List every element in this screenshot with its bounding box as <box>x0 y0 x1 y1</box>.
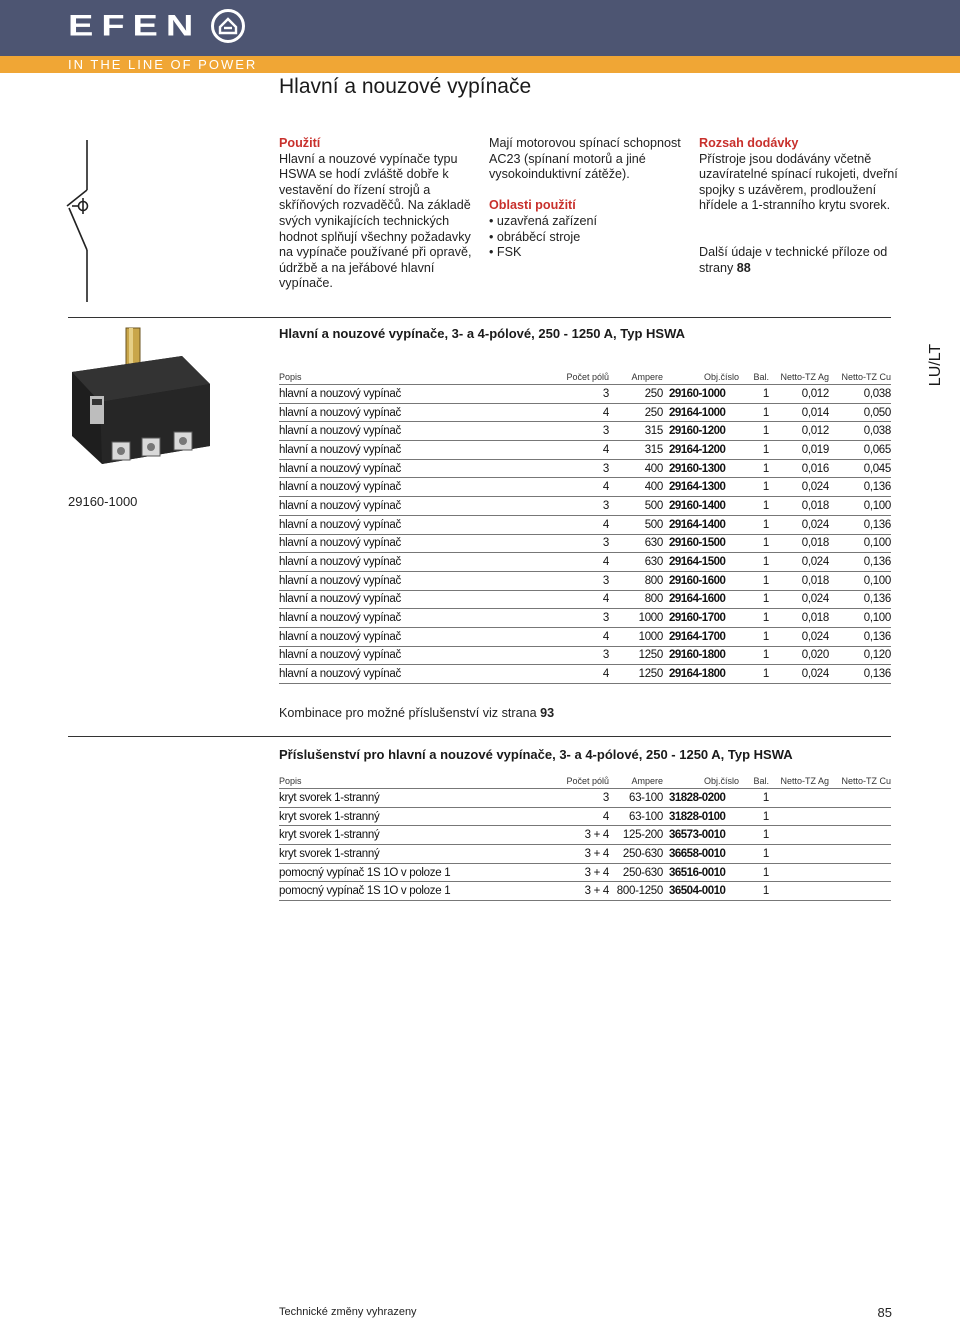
table-cell: 0,018 <box>769 571 829 590</box>
column-header: Netto-TZ Cu <box>829 368 891 385</box>
page-number: 85 <box>877 1305 892 1320</box>
table-cell: 4 <box>499 403 609 422</box>
table-row <box>279 459 891 478</box>
table-cell: 4 <box>499 515 609 534</box>
order-number-cell: 31828-0100 <box>663 807 739 826</box>
table-cell: 1250 <box>609 646 663 665</box>
section-title-accessories: Příslušenství pro hlavní a nouzové vypínače, 3- a 4-pólové, 250 - 1250 A, Typ HSWA <box>279 747 793 762</box>
table-cell: 63-100 <box>609 807 663 826</box>
table-cell <box>829 807 891 826</box>
table-cell: hlavní a nouzový vypínač <box>279 534 499 553</box>
order-number-cell: 36658-0010 <box>663 845 739 864</box>
table-cell: hlavní a nouzový vypínač <box>279 497 499 516</box>
table-cell: kryt svorek 1-stranný <box>279 807 499 826</box>
table-row <box>279 478 891 497</box>
switch-symbol-icon <box>62 140 102 302</box>
section-divider <box>68 317 891 318</box>
order-number-cell: 29160-1400 <box>663 497 739 516</box>
table-cell: 1 <box>739 807 769 826</box>
table-cell <box>829 789 891 808</box>
table-cell: hlavní a nouzový vypínač <box>279 441 499 460</box>
table-cell: 400 <box>609 459 663 478</box>
table-cell: 1 <box>739 403 769 422</box>
technical-reference-text <box>699 245 899 276</box>
table-cell: 3 + 4 <box>499 826 609 845</box>
table-cell <box>769 863 829 882</box>
table-cell: 500 <box>609 515 663 534</box>
logo-text: EFEN <box>68 9 202 42</box>
table-cell: 400 <box>609 478 663 497</box>
table-cell <box>769 826 829 845</box>
table-cell: 1 <box>739 422 769 441</box>
column-header: Obj.číslo <box>663 368 739 385</box>
table-cell: hlavní a nouzový vypínač <box>279 609 499 628</box>
order-number-cell: 29160-1200 <box>663 422 739 441</box>
table-cell: 3 + 4 <box>499 863 609 882</box>
table-cell: 0,018 <box>769 497 829 516</box>
table-cell: 0,065 <box>829 441 891 460</box>
table-cell: 0,038 <box>829 385 891 404</box>
table-cell: hlavní a nouzový vypínač <box>279 553 499 572</box>
table-cell: 4 <box>499 478 609 497</box>
table-cell <box>829 863 891 882</box>
table-cell: 1 <box>739 845 769 864</box>
table-cell: 4 <box>499 665 609 684</box>
table-cell: 0,014 <box>769 403 829 422</box>
table-cell: 0,024 <box>769 478 829 497</box>
table-cell: 1 <box>739 863 769 882</box>
side-tag <box>925 342 949 390</box>
table-row <box>279 826 891 845</box>
table-cell: 1 <box>739 590 769 609</box>
table-cell: 315 <box>609 422 663 441</box>
table-header-row <box>279 368 891 385</box>
table-header-row <box>279 772 891 789</box>
efen-logo[interactable] <box>68 4 245 48</box>
list-item: • FSK <box>489 245 685 261</box>
order-number-cell: 36573-0010 <box>663 826 739 845</box>
table-row <box>279 882 891 901</box>
table-cell: 500 <box>609 497 663 516</box>
intro-column-application <box>489 136 685 261</box>
motor-capability-text: Mají motorovou spínací schopnost AC23 (spínaní motorů a jiné vysokoinduktivní zátěže). <box>489 136 681 182</box>
table-cell: 0,045 <box>829 459 891 478</box>
table-cell: 800 <box>609 571 663 590</box>
table-row <box>279 497 891 516</box>
product-table <box>279 368 891 684</box>
table-cell: 0,024 <box>769 553 829 572</box>
table-cell <box>769 807 829 826</box>
table-cell: 0,012 <box>769 422 829 441</box>
table-cell: 0,136 <box>829 553 891 572</box>
intro-column-delivery <box>699 136 899 276</box>
section-divider <box>68 736 891 737</box>
table-row <box>279 609 891 628</box>
table-cell: 250 <box>609 403 663 422</box>
table-cell: 3 + 4 <box>499 845 609 864</box>
product-photo-caption: 29160-1000 <box>68 494 138 509</box>
order-number-cell: 29164-1600 <box>663 590 739 609</box>
table-row <box>279 807 891 826</box>
table-cell: 1 <box>739 534 769 553</box>
table-cell: 0,120 <box>829 646 891 665</box>
table-cell: 0,018 <box>769 609 829 628</box>
table-cell: 0,016 <box>769 459 829 478</box>
accessory-table <box>279 772 891 901</box>
table-cell: hlavní a nouzový vypínač <box>279 665 499 684</box>
table-row <box>279 571 891 590</box>
table-cell: 3 <box>499 609 609 628</box>
table-cell: 250 <box>609 385 663 404</box>
order-number-cell: 29160-1300 <box>663 459 739 478</box>
table-cell: 800 <box>609 590 663 609</box>
intro-column-usage <box>279 136 475 292</box>
table-cell: 0,050 <box>829 403 891 422</box>
table-cell: 4 <box>499 441 609 460</box>
order-number-cell: 29164-1200 <box>663 441 739 460</box>
column-header: Netto-TZ Ag <box>769 368 829 385</box>
table-cell: 800-1250 <box>609 882 663 901</box>
table-cell: 0,024 <box>769 665 829 684</box>
order-number-cell: 29164-1700 <box>663 627 739 646</box>
table-cell: 0,100 <box>829 571 891 590</box>
usage-text: Hlavní a nouzové vypínače typu HSWA se hodí zvláště dobře k vestavění do řízení strojů a skříňových rozvaděčů. Na základě svých vynikajících technických hodnot splňují všechny požadavky na vypínače používané při opravě, údržbě a na jeřábové hlavní vypínače. <box>279 151 472 291</box>
table-row <box>279 422 891 441</box>
order-number-cell: 36504-0010 <box>663 882 739 901</box>
table-row <box>279 627 891 646</box>
order-number-cell: 31828-0200 <box>663 789 739 808</box>
table-cell: 1 <box>739 497 769 516</box>
table-cell: hlavní a nouzový vypínač <box>279 515 499 534</box>
table-cell: 0,020 <box>769 646 829 665</box>
table-row <box>279 845 891 864</box>
list-item: • obráběcí stroje <box>489 230 685 246</box>
table-row <box>279 385 891 404</box>
column-header: Počet pólů <box>499 368 609 385</box>
table-cell: hlavní a nouzový vypínač <box>279 571 499 590</box>
table-cell: 1 <box>739 553 769 572</box>
table-cell: 0,019 <box>769 441 829 460</box>
table-cell: 1 <box>739 515 769 534</box>
table-cell: 0,024 <box>769 515 829 534</box>
order-number-cell: 29164-1500 <box>663 553 739 572</box>
table-cell: 4 <box>499 590 609 609</box>
order-number-cell: 29160-1800 <box>663 646 739 665</box>
table-cell: 63-100 <box>609 789 663 808</box>
table-cell: hlavní a nouzový vypínač <box>279 478 499 497</box>
table-cell <box>829 826 891 845</box>
order-number-cell: 29164-1300 <box>663 478 739 497</box>
table-cell: 0,018 <box>769 534 829 553</box>
accessory-note <box>279 706 554 720</box>
table-cell: 3 <box>499 422 609 441</box>
table-cell: 1 <box>739 627 769 646</box>
tagline-band <box>0 56 960 73</box>
table-cell: 0,100 <box>829 497 891 516</box>
tagline: IN THE LINE OF POWER <box>68 57 258 72</box>
column-header: Popis <box>279 368 499 385</box>
table-cell: 1 <box>739 665 769 684</box>
technical-reference-page[interactable]: 88 <box>736 260 751 275</box>
table-cell: kryt svorek 1-stranný <box>279 826 499 845</box>
table-cell: 630 <box>609 534 663 553</box>
table-cell: 0,136 <box>829 590 891 609</box>
table-cell: pomocný vypínač 1S 1O v poloze 1 <box>279 882 499 901</box>
table-cell: pomocný vypínač 1S 1O v poloze 1 <box>279 863 499 882</box>
table-cell: 0,100 <box>829 534 891 553</box>
table-cell: 1 <box>739 646 769 665</box>
table-cell: 3 <box>499 789 609 808</box>
table-cell: hlavní a nouzový vypínač <box>279 646 499 665</box>
table-cell: 3 <box>499 571 609 590</box>
table-cell: 3 <box>499 534 609 553</box>
table-row <box>279 665 891 684</box>
table-cell: hlavní a nouzový vypínač <box>279 403 499 422</box>
accessory-note-page[interactable]: 93 <box>540 706 555 720</box>
technical-reference-label: Další údaje v technické příloze od strany <box>699 245 888 275</box>
table-row <box>279 863 891 882</box>
table-cell: 3 + 4 <box>499 882 609 901</box>
table-cell: kryt svorek 1-stranný <box>279 845 499 864</box>
table-row <box>279 646 891 665</box>
table-cell: 250-630 <box>609 845 663 864</box>
table-cell: 0,012 <box>769 385 829 404</box>
table-cell: 1 <box>739 459 769 478</box>
table-cell: 0,136 <box>829 515 891 534</box>
side-tag-label: LU/LT <box>927 343 945 387</box>
table-cell: 125-200 <box>609 826 663 845</box>
order-number-cell: 29164-1400 <box>663 515 739 534</box>
table-cell: 1000 <box>609 627 663 646</box>
page-title: Hlavní a nouzové vypínače <box>279 75 532 98</box>
table-cell: 0,136 <box>829 478 891 497</box>
accessory-note-text: Kombinace pro možné příslušenství viz strana <box>279 706 537 720</box>
list-item: • uzavřená zařízení <box>489 214 685 230</box>
table-cell: hlavní a nouzový vypínač <box>279 385 499 404</box>
table-cell: 3 <box>499 646 609 665</box>
table-cell: 1 <box>739 789 769 808</box>
table-cell: 0,136 <box>829 627 891 646</box>
table-cell: 0,024 <box>769 627 829 646</box>
column-header: Ampere <box>609 368 663 385</box>
order-number-cell: 29164-1800 <box>663 665 739 684</box>
table-cell: 0,038 <box>829 422 891 441</box>
order-number-cell: 29164-1000 <box>663 403 739 422</box>
product-photo <box>62 326 214 476</box>
application-heading: Oblasti použití <box>489 198 576 213</box>
table-cell: 1 <box>739 441 769 460</box>
table-row <box>279 441 891 460</box>
table-cell: 1 <box>739 826 769 845</box>
table-cell <box>769 789 829 808</box>
table-row <box>279 553 891 572</box>
table-cell <box>769 845 829 864</box>
order-number-cell: 29160-1500 <box>663 534 739 553</box>
table-cell: 1 <box>739 609 769 628</box>
column-header: Popis <box>279 772 499 789</box>
table-cell: 3 <box>499 497 609 516</box>
table-cell <box>769 882 829 901</box>
column-header: Bal. <box>739 772 769 789</box>
table-cell: 3 <box>499 385 609 404</box>
column-header: Ampere <box>609 772 663 789</box>
delivery-text: Přístroje jsou dodávány včetně uzavíratelné spínací rukojeti, dveřní spojky s uzávěrem, prodloužení hřídele a 1-stranního krytu svorek. <box>699 151 898 213</box>
table-row <box>279 590 891 609</box>
logo-emblem-icon <box>211 9 245 43</box>
column-header: Počet pólů <box>499 772 609 789</box>
column-header: Netto-TZ Ag <box>769 772 829 789</box>
table-cell: 1 <box>739 385 769 404</box>
table-cell: 315 <box>609 441 663 460</box>
table-cell: hlavní a nouzový vypínač <box>279 590 499 609</box>
application-list <box>489 214 685 261</box>
usage-heading: Použití <box>279 136 321 150</box>
table-cell: hlavní a nouzový vypínač <box>279 627 499 646</box>
table-cell: 1 <box>739 478 769 497</box>
table-cell: 0,136 <box>829 665 891 684</box>
table-cell: 1000 <box>609 609 663 628</box>
table-cell: 1 <box>739 882 769 901</box>
table-cell: hlavní a nouzový vypínač <box>279 459 499 478</box>
column-header: Obj.číslo <box>663 772 739 789</box>
table-cell: 250-630 <box>609 863 663 882</box>
column-header: Netto-TZ Cu <box>829 772 891 789</box>
section-title-hswa: Hlavní a nouzové vypínače, 3- a 4-pólové, 250 - 1250 A, Typ HSWA <box>279 326 686 341</box>
table-cell: 1250 <box>609 665 663 684</box>
table-row <box>279 534 891 553</box>
footer-note: Technické změny vyhrazeny <box>279 1306 417 1318</box>
table-cell: 0,024 <box>769 590 829 609</box>
header-band <box>0 0 960 56</box>
table-cell: 1 <box>739 571 769 590</box>
table-row <box>279 403 891 422</box>
table-cell: 4 <box>499 553 609 572</box>
table-cell: 4 <box>499 627 609 646</box>
table-cell: 0,100 <box>829 609 891 628</box>
column-header: Bal. <box>739 368 769 385</box>
delivery-heading: Rozsah dodávky <box>699 136 799 150</box>
table-cell: kryt svorek 1-stranný <box>279 789 499 808</box>
order-number-cell: 29160-1000 <box>663 385 739 404</box>
order-number-cell: 36516-0010 <box>663 863 739 882</box>
table-cell <box>829 845 891 864</box>
table-row <box>279 515 891 534</box>
table-cell: 3 <box>499 459 609 478</box>
table-row <box>279 789 891 808</box>
table-cell: hlavní a nouzový vypínač <box>279 422 499 441</box>
table-cell <box>829 882 891 901</box>
table-cell: 4 <box>499 807 609 826</box>
order-number-cell: 29160-1600 <box>663 571 739 590</box>
table-cell: 630 <box>609 553 663 572</box>
order-number-cell: 29160-1700 <box>663 609 739 628</box>
